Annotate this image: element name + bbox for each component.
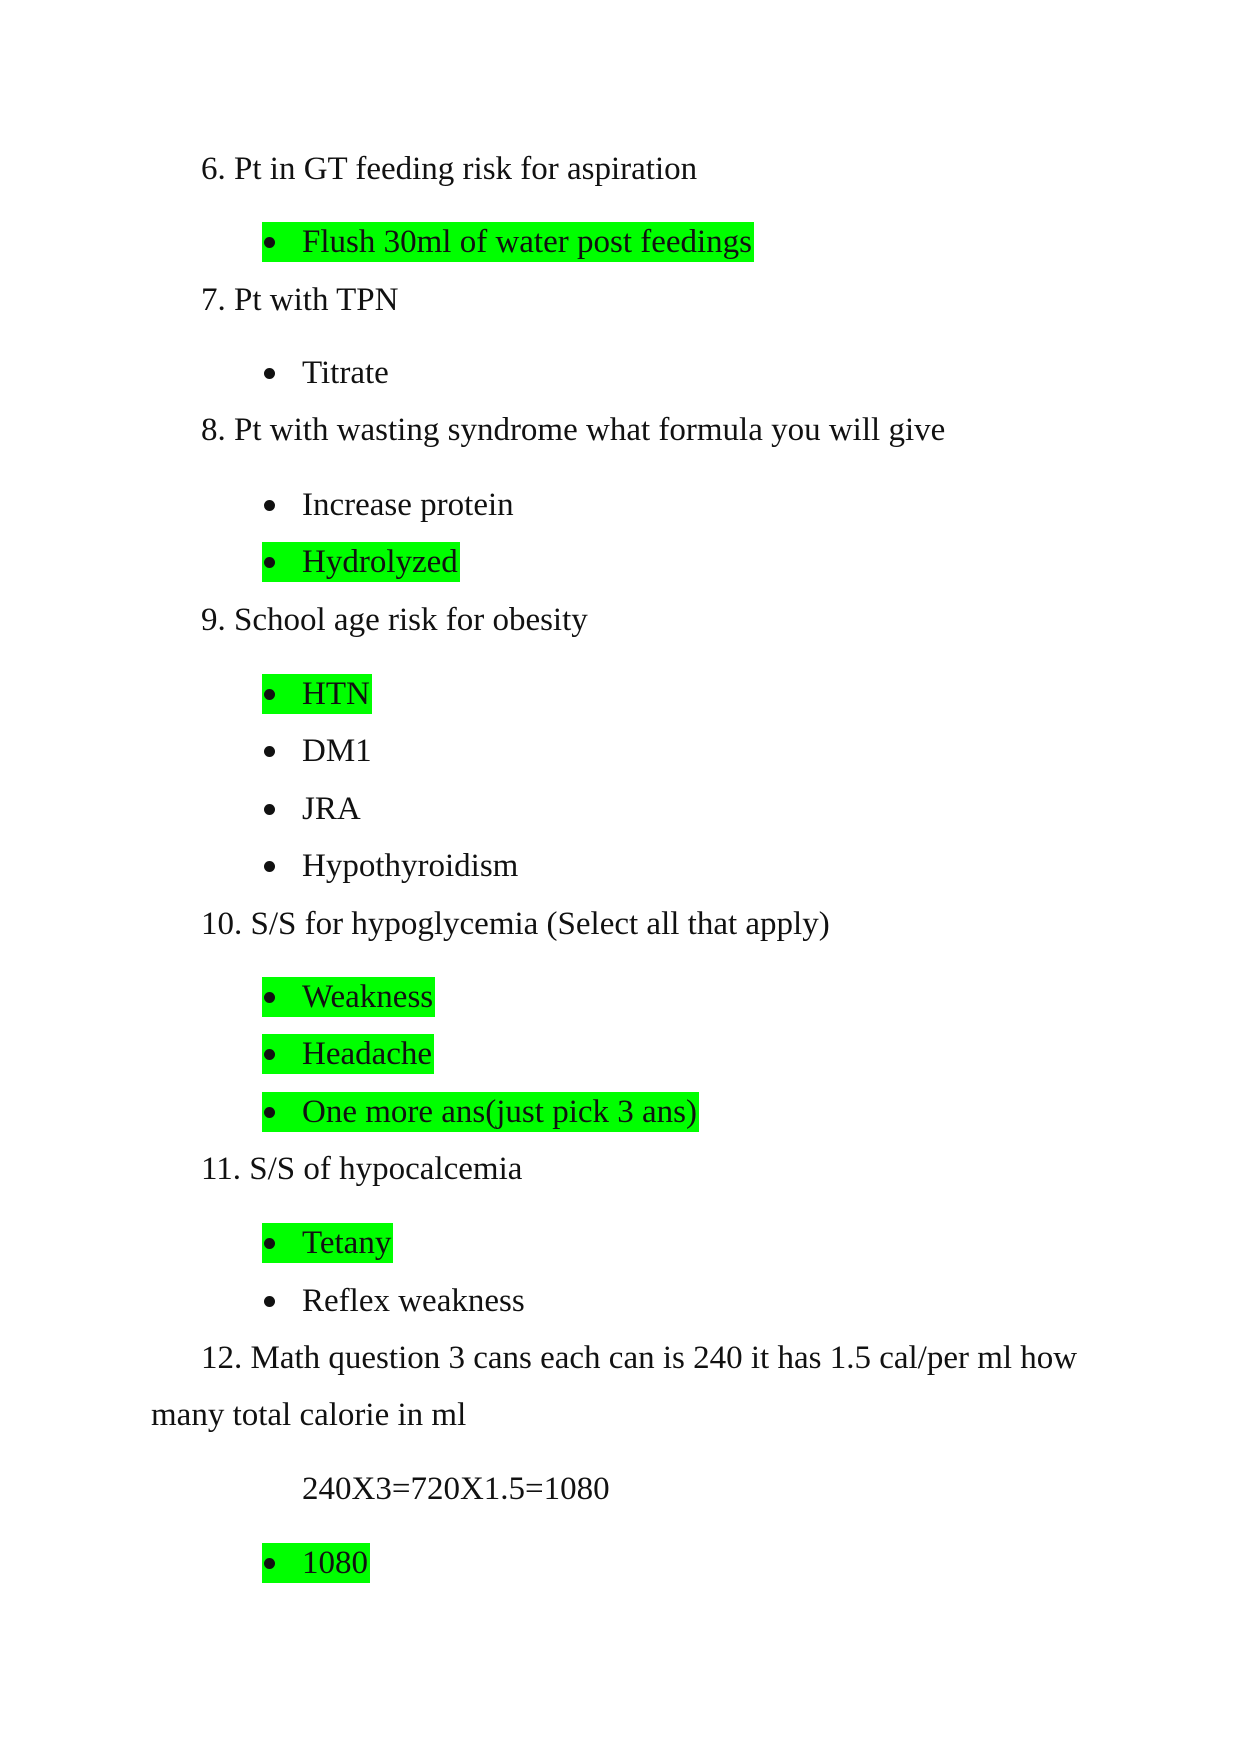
bullet-icon [264, 368, 275, 379]
answer-text: Reflex weakness [302, 1283, 525, 1319]
bullet-icon [264, 746, 275, 757]
answer-item [262, 1543, 370, 1583]
answer-item [262, 485, 514, 525]
question-6: 6. Pt in GT feeding risk for aspiration [201, 151, 698, 187]
answer-item [262, 731, 372, 771]
bullet-icon [264, 804, 275, 815]
bullet-icon [264, 1296, 275, 1307]
question-10: 10. S/S for hypoglycemia (Select all that apply) [201, 906, 830, 942]
answer-text: JRA [302, 791, 361, 827]
answer-item [262, 1223, 393, 1263]
answer-item [262, 542, 460, 582]
answer-text: Titrate [302, 355, 389, 391]
answer-text: Hypothyroidism [302, 848, 519, 884]
answer-item [262, 1281, 525, 1321]
answer-text: HTN [302, 676, 370, 712]
answer-text: Flush 30ml of water post feedings [302, 224, 753, 260]
bullet-icon [264, 1049, 275, 1060]
answer-item [262, 846, 518, 886]
answer-text: Headache [302, 1036, 433, 1072]
calculation-text: 240X3=720X1.5=1080 [302, 1471, 610, 1507]
answer-text: Hydrolyzed [302, 544, 458, 580]
answer-text: DM1 [302, 733, 372, 769]
answer-text: Increase protein [302, 487, 514, 523]
question-9: 9. School age risk for obesity [201, 602, 588, 638]
answer-item [262, 353, 389, 393]
bullet-icon [264, 500, 275, 511]
answer-text: Tetany [302, 1225, 392, 1261]
bullet-icon [264, 1238, 275, 1249]
question-12: 12. Math question 3 cans each can is 240 it has 1.5 cal/per ml how [201, 1340, 1078, 1376]
answer-text: One more ans(just pick 3 ans) [302, 1094, 697, 1130]
bullet-icon [264, 237, 275, 248]
bullet-icon [264, 1107, 275, 1118]
question-8: 8. Pt with wasting syndrome what formula you will give [201, 412, 946, 448]
question-12-continuation: many total calorie in ml [151, 1397, 467, 1433]
answer-item [262, 1034, 434, 1074]
question-7: 7. Pt with TPN [201, 282, 399, 318]
answer-item [262, 1092, 699, 1132]
answer-item [262, 674, 372, 714]
bullet-icon [264, 557, 275, 568]
question-11: 11. S/S of hypocalcemia [201, 1151, 523, 1187]
answer-item [262, 222, 754, 262]
bullet-icon [264, 992, 275, 1003]
answer-text: 1080 [302, 1545, 368, 1581]
bullet-icon [264, 1558, 275, 1569]
answer-text: Weakness [302, 979, 434, 1015]
bullet-icon [264, 861, 275, 872]
bullet-icon [264, 689, 275, 700]
answer-item [262, 977, 435, 1017]
answer-item [262, 789, 361, 829]
